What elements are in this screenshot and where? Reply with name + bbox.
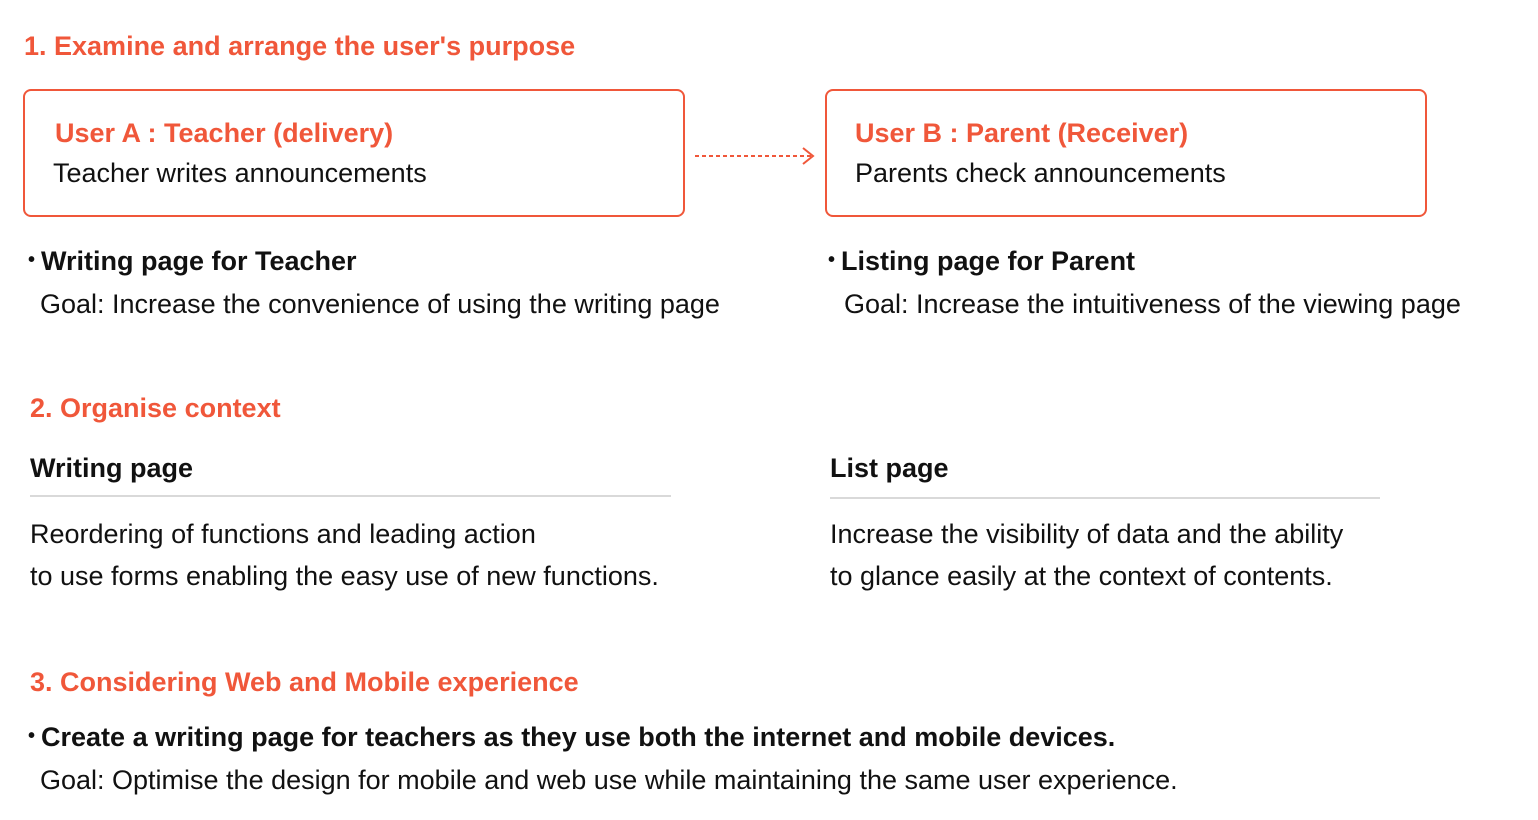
section3-heading: 3. Considering Web and Mobile experience — [30, 667, 579, 697]
section2-heading: 2. Organise context — [30, 393, 281, 423]
list-page-divider — [830, 497, 1380, 499]
list-page-title: List page — [830, 453, 949, 483]
teacher-writing-goal: Goal: Increase the convenience of using the writing page — [40, 289, 720, 319]
web-mobile-goal: Goal: Optimise the design for mobile and web use while maintaining the same user experience. — [40, 765, 1178, 795]
parent-listing-title: Listing page for Parent — [841, 246, 1136, 276]
writing-page-divider — [30, 495, 671, 497]
user-b-description: Parents check announcements — [855, 158, 1226, 188]
list-page-line1: Increase the visibility of data and the ability — [830, 519, 1344, 549]
web-mobile-bullet — [28, 720, 1115, 753]
dashed-arrow-right-icon — [694, 144, 818, 168]
web-mobile-title: Create a writing page for teachers as they use both the internet and mobile devices. — [41, 722, 1116, 752]
parent-listing-goal: Goal: Increase the intuitiveness of the viewing page — [844, 289, 1461, 319]
user-b-title: User B : Parent (Receiver) — [855, 118, 1189, 148]
user-b-card — [825, 89, 1427, 217]
parent-listing-bullet — [828, 244, 1135, 277]
teacher-writing-bullet — [28, 244, 357, 277]
bullet-icon: • — [28, 249, 36, 271]
user-a-description: Teacher writes announcements — [53, 158, 427, 188]
bullet-icon: • — [828, 249, 836, 271]
list-page-line2: to glance easily at the context of contents. — [830, 561, 1333, 591]
user-a-card — [23, 89, 685, 217]
bullet-icon: • — [28, 725, 36, 747]
section1-heading: 1. Examine and arrange the user's purpose — [24, 31, 576, 61]
user-a-title: User A : Teacher (delivery) — [55, 118, 394, 148]
teacher-writing-title: Writing page for Teacher — [41, 246, 357, 276]
writing-page-title: Writing page — [30, 453, 194, 483]
writing-page-line2: to use forms enabling the easy use of new functions. — [30, 561, 659, 591]
writing-page-line1: Reordering of functions and leading action — [30, 519, 536, 549]
